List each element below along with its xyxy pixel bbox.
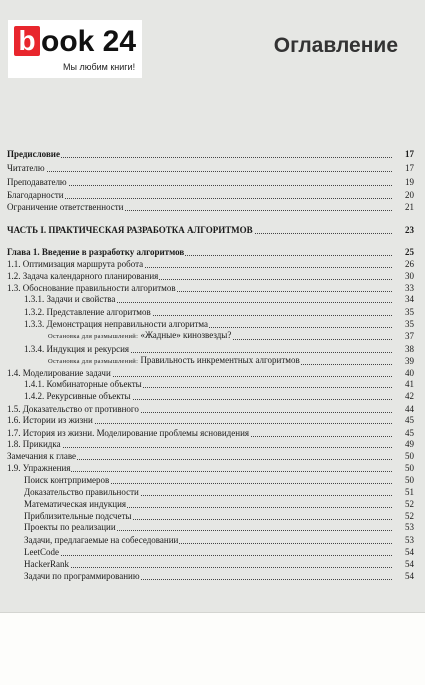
toc-entry-page: 45: [405, 428, 414, 438]
toc-entry[interactable]: [0, 202, 425, 213]
toc-entry[interactable]: [0, 259, 425, 270]
toc-leader-dots: [7, 157, 392, 158]
toc-entry-label: Глава 1. Введение в разработку алгоритмов: [7, 247, 185, 257]
toc-entry-prefix: Остановка для размышлений:: [48, 358, 139, 365]
toc-entry[interactable]: [0, 379, 425, 390]
toc-leader-dots: [24, 567, 392, 568]
toc-entry[interactable]: [0, 463, 425, 474]
toc-entry[interactable]: [0, 404, 425, 415]
toc-entry-label: 1.4.2. Рекурсивные объекты: [24, 391, 131, 401]
toc-entry-label: Преподавателю: [7, 177, 67, 187]
toc-entry-page: 17: [405, 163, 414, 173]
toc-entry[interactable]: [0, 319, 425, 330]
logo-book-mark: b: [14, 26, 40, 56]
toc-entry[interactable]: [0, 190, 425, 201]
toc-entry-page: 19: [405, 177, 414, 187]
toc-entry-label: 1.6. Истории из жизни: [7, 415, 93, 425]
toc-entry-page: 52: [405, 511, 414, 521]
toc-entry[interactable]: [0, 294, 425, 305]
logo-brand: [14, 20, 136, 64]
toc-entry-label: 1.3.1. Задачи и свойства: [24, 294, 116, 304]
toc-entry[interactable]: [0, 391, 425, 402]
toc-entry[interactable]: [0, 475, 425, 486]
toc-entry-page: 41: [405, 379, 414, 389]
toc-entry[interactable]: [0, 163, 425, 174]
toc-entry-page: 30: [405, 271, 414, 281]
toc-entry-page: 23: [405, 225, 414, 235]
toc-entry[interactable]: [0, 439, 425, 450]
toc-entry-page: 52: [405, 499, 414, 509]
toc-entry-label: Приблизительные подсчеты: [24, 511, 132, 521]
toc-entry[interactable]: [0, 247, 425, 258]
page-title: Оглавление: [273, 34, 398, 57]
toc-entry-label: Поиск контрпримеров: [24, 475, 110, 485]
toc-entry-page: 42: [405, 391, 414, 401]
toc-entry-page: 54: [405, 559, 414, 569]
toc-entry-label: Доказательство правильности: [24, 487, 139, 497]
toc-entry-page: 33: [405, 283, 414, 293]
toc-entry-label: [48, 330, 232, 342]
toc-entry-page: 37: [405, 331, 414, 341]
toc-entry[interactable]: [0, 559, 425, 570]
toc-entry[interactable]: [0, 283, 425, 294]
toc-entry-page: 17: [405, 149, 414, 159]
logo-slogan: Мы любим книги!: [63, 62, 136, 72]
toc-entry[interactable]: [0, 331, 425, 342]
toc-entry-page: 20: [405, 190, 414, 200]
toc-entry-label: 1.4.1. Комбинаторные объекты: [24, 379, 142, 389]
toc-entry-label: 1.8. Прикидка: [7, 439, 61, 449]
toc-entry[interactable]: [0, 307, 425, 318]
toc-entry-page: 54: [405, 571, 414, 581]
toc-entry[interactable]: [0, 511, 425, 522]
toc-entry[interactable]: [0, 535, 425, 546]
toc-entry-page: 53: [405, 535, 414, 545]
toc-entry[interactable]: [0, 451, 425, 462]
toc-entry-label: Предисловие: [7, 149, 60, 159]
toc-entry-label: Задачи, предлагаемые на собеседовании: [24, 535, 179, 545]
toc-entry-page: 25: [405, 247, 414, 257]
toc-entry-label: LeetCode: [24, 547, 59, 557]
toc-leader-dots: [7, 447, 392, 448]
toc-entry-label: 1.7. История из жизни. Моделирование проблемы ясновидения: [7, 428, 250, 438]
logo-brand-text: ook 24: [41, 25, 137, 58]
toc-entry-page: 45: [405, 415, 414, 425]
toc-entry-page: 38: [405, 344, 414, 354]
toc-entry-page: 35: [405, 319, 414, 329]
toc-leader-dots: [24, 555, 392, 556]
toc-entry[interactable]: [0, 522, 425, 533]
toc-entry-page: 50: [405, 463, 414, 473]
toc-entry-page: 53: [405, 522, 414, 532]
toc-entry[interactable]: [0, 487, 425, 498]
toc-entry-page: 39: [405, 356, 414, 366]
toc-entry-label: Математическая индукция: [24, 499, 127, 509]
toc-entry-label: Благодарности: [7, 190, 64, 200]
toc-entry-page: 34: [405, 294, 414, 304]
toc-entry-page: 26: [405, 259, 414, 269]
toc-entry[interactable]: [0, 571, 425, 582]
toc-entry-label: 1.3.4. Индукция и рекурсия: [24, 344, 130, 354]
toc-entry[interactable]: [0, 368, 425, 379]
toc-entry[interactable]: [0, 149, 425, 160]
toc-entry-title: «Жадные» кинозвезды?: [138, 330, 232, 340]
toc-entry-label: Ограничение ответственности: [7, 202, 124, 212]
toc-entry-label: Проекты по реализации: [24, 522, 116, 532]
toc-entry[interactable]: [0, 499, 425, 510]
toc-entry-label: 1.3.3. Демонстрация неправильности алгоритма: [24, 319, 209, 329]
toc-entry[interactable]: [0, 415, 425, 426]
toc-entry-label: 1.4. Моделирование задачи: [7, 368, 111, 378]
toc-entry-title: Правильность инкрементных алгоритмов: [138, 355, 300, 365]
toc-entry[interactable]: [0, 547, 425, 558]
toc-entry-label: 1.3. Обоснование правильности алгоритмов: [7, 283, 176, 293]
toc-entry[interactable]: [0, 225, 425, 236]
toc-entry-label: ЧАСТЬ I. ПРАКТИЧЕСКАЯ РАЗРАБОТКА АЛГОРИТМОВ: [7, 225, 253, 235]
toc-entry[interactable]: [0, 356, 425, 367]
toc-entry-label: 1.3.2. Представление алгоритмов: [24, 307, 151, 317]
toc-entry-label: HackerRank: [24, 559, 69, 569]
toc-entry-label: 1.1. Оптимизация маршрута робота: [7, 259, 144, 269]
toc-entry-label: [48, 355, 301, 367]
toc-entry[interactable]: [0, 344, 425, 355]
toc-entry-prefix: Остановка для размышлений:: [48, 333, 139, 340]
toc-entry-label: Задачи по программированию: [24, 571, 140, 581]
toc-entry-page: 50: [405, 451, 414, 461]
toc-entry-page: 49: [405, 439, 414, 449]
toc-entry[interactable]: [0, 271, 425, 282]
toc-entry-page: 44: [405, 404, 414, 414]
toc-entry-page: 40: [405, 368, 414, 378]
toc-entry-page: 21: [405, 202, 414, 212]
toc-entry-page: 35: [405, 307, 414, 317]
toc-entry-page: 54: [405, 547, 414, 557]
book24-logo[interactable]: [8, 20, 142, 78]
toc-entry-label: Замечания к главе: [7, 451, 77, 461]
toc-entry-label: Читателю: [7, 163, 45, 173]
toc-entry-page: 51: [405, 487, 414, 497]
toc-leader-dots: [7, 171, 392, 172]
toc-entry[interactable]: [0, 177, 425, 188]
toc-entry[interactable]: [0, 428, 425, 439]
toc-leader-dots: [7, 198, 392, 199]
toc-entry-label: 1.5. Доказательство от противного: [7, 404, 139, 414]
toc-entry-page: 50: [405, 475, 414, 485]
toc-entry-label: 1.2. Задача календарного планирования: [7, 271, 159, 281]
toc-entry-label: 1.9. Упражнения: [7, 463, 71, 473]
